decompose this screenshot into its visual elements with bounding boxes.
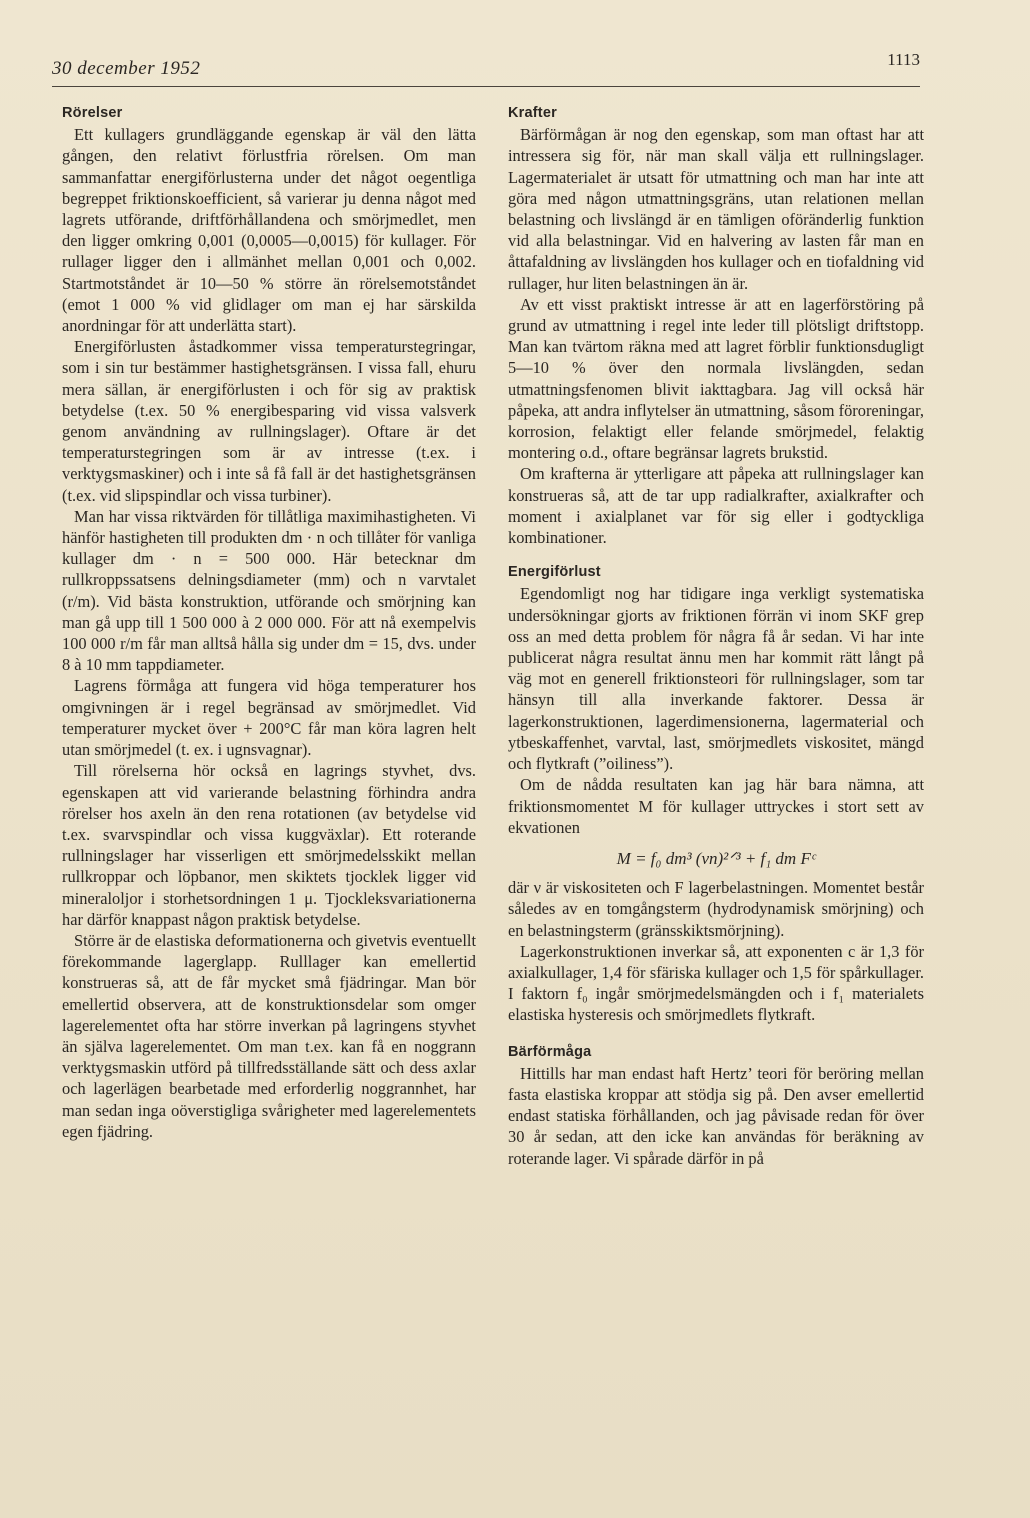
paragraph: Man har vissa riktvärden för tillåtliga maximihastigheten. Vi hänför hastigheten till produkten dm · n och tillåter för vanliga kullager dm · n = 500 000. Här betecknar dm rullkroppssatsens delningsdiameter (mm) och n varvtalet (r/m). Vid bästa konstruktion, utförande och smörjning kan man gå upp till 1 500 000 à 2 000 000. För att nå exempelvis 100 000 r/m får man alltså hålla sig under dm = 15, dvs. under 8 à 10 mm tappdiameter. — [62, 506, 476, 675]
section-heading-krafter: Krafter — [508, 105, 557, 121]
section-heading-energiforlust: Energiförlust — [508, 564, 601, 581]
paragraph: Om krafterna är ytterligare att påpeka att rullningslager kan konstrueras så, att de tar upp radialkrafter, axialkrafter och moment i axialplanet var för sig eller i godtyckliga kombinationer. — [508, 464, 924, 548]
paragraph: Om de nådda resultaten kan jag här bara nämna, att friktionsmomentet M för kullager uttryckes i stort sett av ekvationen — [508, 775, 924, 837]
left-column — [62, 101, 476, 1142]
paragraph: Hittills har man endast haft Hertz’ teori för beröring mellan fasta elastiska kroppar att stödja sig på. Den avser emellertid endast statiska förhållanden, och jag påvisade redan för över 30 år sedan, att den icke kan användas för beräkning av roterande lager. Vi spårade därför in på — [508, 1063, 924, 1168]
paragraph: Ett kullagers grundläggande egenskap är väl den lätta gången, den relativt förlustfria rörelsen. Om man sammanfattar energiförlusterna under det något oegentliga begreppet friktionskoefficient, så varierar ju denna något med lagrets utförande, driftförhållandena och smörjmedlet, men den ligger omkring 0,001 (0,0005—0,0015) för kullager. För rullager ligger den i allmänhet mellan 0,001 och 0,002. Startmotståndet är 10—50 % större än rörelsemotståndet (emot 1 000 % vid glidlager om man ej har särskilda anordningar för att underlätta start). — [62, 125, 476, 336]
right-column — [508, 101, 924, 1169]
paragraph: Energiförlusten åstadkommer vissa temperaturstegringar, som i sin tur bestämmer hastighetsgränsen. I vissa fall, ehuru mera sällan, är energiförlusten i och för sig av praktisk betydelse (t.ex. 50 % energibesparing vid vissa valsverk genom användning av rullningslager). Oftare är det temperaturstegringen som är av intresse (t.ex. i verktygsmaskiner) och i inte så få fall är det hastighetsgränsen (t.ex. vid slipspindlar och vissa turbiner). — [62, 337, 476, 505]
paragraph: Egendomligt nog har tidigare inga verkligt systematiska undersökningar gjorts av friktionen förrän vi inom SKF grep oss an med detta problem för några få år sedan. Vi har inte publicerat några resultat ännu men har kommit rätt långt på väg mot en generell friktionsteori för rullningslager, som tar hänsyn till alla inverkande faktorer. Dessa är lagerkonstruktionen, lagerdimensionerna, lagermaterial och ytbeskaffenhet, varvtal, last, smörjmedlets viskositet, mängd och flytkraft (”oiliness”). — [508, 584, 924, 774]
section-heading-barformaga: Bärförmåga — [508, 1043, 592, 1060]
paragraph: Bärförmågan är nog den egenskap, som man oftast har att intressera sig för, när man skall välja ett rullningslager. Lagermaterialet är utsatt för utmattning och man har inte att göra med någon utmattningsgräns, utan relationen mellan belastning och livslängd är en tämligen oföränderlig funktion vid alla belastningar. Vid en halvering av lasten får man en åttafaldning av livslängden hos kullager och en tiofaldning vid rullager, hur liten belastningen än är. — [508, 125, 924, 293]
paragraph: Lagrens förmåga att fungera vid höga temperaturer hos omgivningen är i regel begränsad av smörjmedlet. Vid temperaturer mycket över + 200°C får man köra lagren helt utan smörjmedel (t. ex. i ugnsvagnar). — [62, 676, 476, 760]
page-header — [52, 50, 920, 88]
friction-formula: M = f₀ dm³ (νn)²ᐟ³ + f₁ dm Fᶜ — [616, 848, 816, 868]
section-heading-rorelser: Rörelser — [62, 105, 123, 121]
issue-date: 30 december 1952 — [52, 58, 201, 79]
paragraph: Av ett visst praktiskt intresse är att en lagerförstöring på grund av utmattning i regel inte leder till plötsligt driftstopp. Man kan tvärtom räkna med att lagret förblir funktionsdugligt 5—10 % över den normala livslängden, sedan utmattningsfenomen blivit iakttagbara. Jag vill också här påpeka, att andra inflytelser än utmattning, såsom föroreningar, korrosion, felaktigt eller felande smörjmedel, felaktig montering o.d., oftare begränsar lagrets brukstid. — [508, 294, 924, 463]
paragraph: där ν är viskositeten och F lagerbelastningen. Momentet består således av en tomgångsterm (hydrodynamisk smörjning) och en belastningsterm (gränsskiktsmörjning). — [508, 878, 924, 940]
page-number: 1113 — [887, 50, 920, 69]
paragraph: Större är de elastiska deformationerna och givetvis eventuellt förekommande lagerglapp. Rulllager kan emellertid konstrueras så, att de får mycket små fjädringar. Man bör emellertid observera, att de konstruktionsdelar som omger lagerelementet ofta har större inverkan på lagringens styvhet än själva lagerelementet. Om man t.ex. kan få en noggrann verktygsmaskin utförd på tillfredsställande sätt och dess axlar och lagerlägen bearbetade med erforderlig noggrannhet, har man sedan inga oöverstigliga svårigheter med lagerelementets egen fjädring. — [62, 930, 476, 1141]
paragraph: Lagerkonstruktionen inverkar så, att exponenten c är 1,3 för axialkullager, 1,4 för sfäriska kullager och 1,5 för spårkullager. I faktorn f₀ ingår smörjmedelsmängden och i f₁ materialets elastiska hysteresis och smörjmedlets flytkraft. — [508, 941, 924, 1025]
paragraph: Till rörelserna hör också en lagrings styvhet, dvs. egenskapen att vid varierande belastning förhindra andra rörelser hos axeln än den rena rotationen (av betydelse vid t.ex. svarvspindlar och vissa kuggväxlar). Ett roterande rullningslager har visserligen ett smörjmedelsskikt mellan rullkroppar och löpbanor, men skiktets tjocklek ligger vid mineraloljor i storhetsordningen 1 μ. Tjockleksvariationerna har därför knappast någon praktisk betydelse. — [62, 761, 476, 929]
header-rule — [52, 86, 920, 87]
